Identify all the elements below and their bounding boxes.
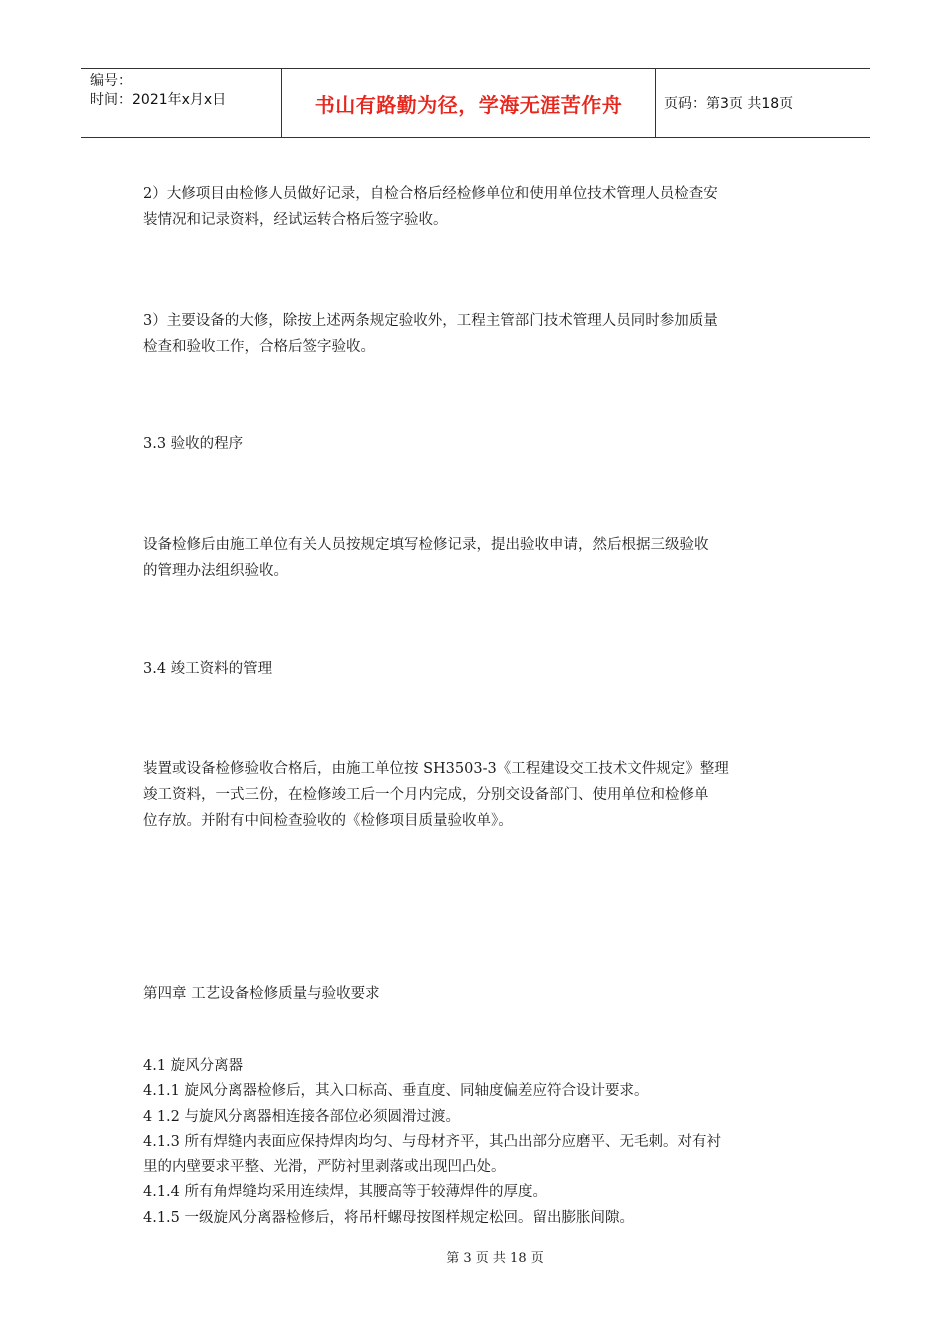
page-header [81,68,870,138]
list-item: 4 1.2 与旋风分离器相连接各部位必须圆滑过渡。 [143,1108,461,1125]
text-line: 设备检修后由施工单位有关人员按规定填写检修记录，提出验收申请，然后根据三级验收 [143,537,709,553]
text-line: 3）主要设备的大修，除按上述两条规定验收外，工程主管部门技术管理人员同时参加质量 [143,313,718,329]
list-item: 4.1.5 一级旋风分离器检修后，将吊杆螺母按图样规定松回。留出膨胀间隙。 [143,1209,635,1226]
page-footer: 第 3 页 共 18 页 [446,1251,544,1266]
text-line: 检查和验收工作，合格后签字验收。 [143,339,375,355]
paragraph-major-repair-record [143,181,813,233]
list-item: 4.1.1 旋风分离器检修后，其入口标高、垂直度、同轴度偏差应符合设计要求。 [143,1083,649,1100]
header-page-info: 页码：第3页 共18页 [664,96,794,112]
paragraph-completion-documents [143,756,813,834]
section-4-1-list [143,1054,813,1231]
text-line: 位存放。并附有中间检查验收的《检修项目质量验收单》。 [143,813,513,829]
chapter-heading-4: 第四章 工艺设备检修质量与验收要求 [143,986,380,1002]
text-line: 的管理办法组织验收。 [143,563,288,579]
paragraph-acceptance-procedure [143,532,813,584]
section-heading-3-3: 3.3 验收的程序 [143,436,244,452]
text-line: 2）大修项目由检修人员做好记录，自检合格后经检修单位和使用单位技术管理人员检查安 [143,186,718,202]
header-motto: 书山有路勤为径，学海无涯苦作舟 [282,69,656,137]
text-line: 装情况和记录资料，经试运转合格后签字验收。 [143,212,448,228]
document-number-label: 编号： [90,73,132,89]
list-item: 里的内壁要求平整、光滑，严防衬里剥落或出现凹凸处。 [143,1159,506,1176]
list-item: 4.1.3 所有焊缝内表面应保持焊肉均匀、与母材齐平，其凸出部分应磨平、无毛刺。对有衬 [143,1133,721,1150]
section-heading-3-4: 3.4 竣工资料的管理 [143,661,273,677]
header-meta [81,69,282,137]
list-item: 4.1.4 所有角焊缝均采用连续焊，其腰高等于较薄焊件的厚度。 [143,1184,548,1201]
paragraph-main-equipment-repair [143,308,813,360]
text-line: 装置或设备检修验收合格后，由施工单位按 SH3503-3《工程建设交工技术文件规定》整理 [143,761,729,777]
list-item: 4.1 旋风分离器 [143,1058,244,1074]
text-line: 竣工资料，一式三份，在检修竣工后一个月内完成，分别交设备部门、使用单位和检修单 [143,787,709,803]
document-time: 时间：2021年x月x日 [90,92,227,108]
